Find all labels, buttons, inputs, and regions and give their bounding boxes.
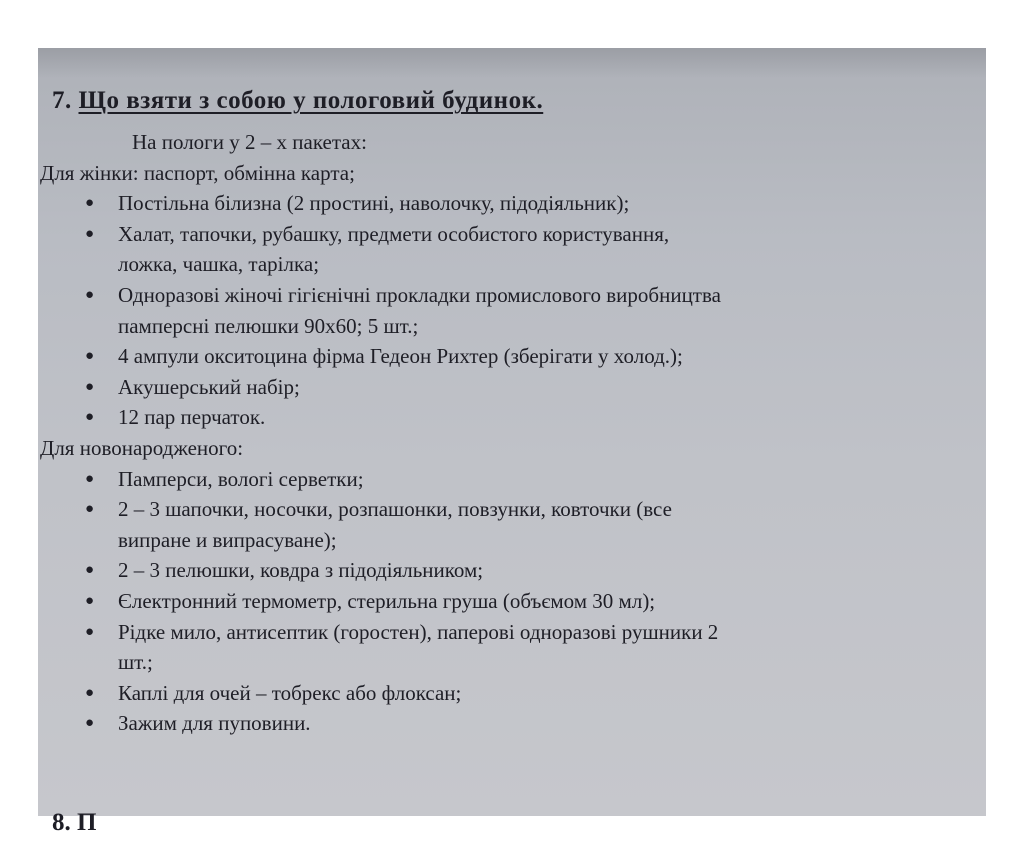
section-title: Що взяти з собою у пологовий будинок. [78, 87, 544, 114]
woman-items-list [38, 188, 986, 433]
list-item-text: 2 – 3 пелюшки, ковдра з підодіяльником; [118, 558, 484, 583]
list-item-text: Памперси, вологі серветки; [118, 466, 364, 491]
list-item-text: Каплі для очей – тобрекс або флоксан; [118, 680, 462, 705]
list-item [38, 372, 986, 403]
list-item [38, 188, 986, 219]
bullet-icon: ● [85, 225, 95, 242]
bullet-icon: ● [85, 592, 95, 609]
document-body [38, 127, 986, 739]
list-item-text: Халат, тапочки, рубашку, предмети особистого користування, ложка, чашка, тарілка; [118, 221, 670, 277]
list-item [38, 708, 986, 739]
document-page [38, 48, 986, 836]
list-item [38, 464, 986, 495]
list-item-text: 2 – 3 шапочки, носочки, розпашонки, повзунки, ковточки (все випране и випрасуване); [118, 497, 672, 552]
list-item [38, 341, 986, 372]
newborn-items-list [38, 464, 986, 739]
list-item-text: Акушерський набір; [118, 374, 300, 399]
list-item [38, 280, 986, 341]
paper-shadow [38, 48, 986, 78]
bullet-icon: ● [85, 378, 95, 395]
list-item-text: Єлектронний термометр, стерильна груша (объємом 30 мл); [118, 588, 656, 613]
list-item [38, 219, 986, 280]
next-section-fragment: 8. П [52, 809, 97, 836]
list-item-text: 12 пар перчаток. [118, 405, 266, 430]
list-item [38, 494, 986, 555]
bullet-icon: ● [85, 470, 95, 487]
list-item [38, 586, 986, 617]
list-item-text: Одноразові жіночі гігієнічні прокладки промислового виробництва памперсні пелюшки 90х60; 5 шт.; [118, 282, 721, 338]
packing-intro: На пологи у 2 – х пакетах: [132, 130, 367, 154]
bullet-icon: ● [85, 286, 95, 303]
list-item [38, 402, 986, 433]
bullet-icon: ● [85, 684, 95, 701]
bullet-icon: ● [85, 501, 95, 518]
bullet-icon: ● [85, 562, 95, 579]
bullet-icon: ● [85, 195, 95, 212]
list-item [38, 617, 986, 678]
section-number: 7. [52, 87, 79, 114]
newborn-group-label: Для новонародженого: [40, 435, 244, 460]
bullet-icon: ● [85, 409, 95, 426]
list-item-text: Постільна білизна (2 простині, наволочку, підодіяльник); [118, 191, 630, 216]
section-heading [52, 85, 543, 117]
bullet-icon: ● [85, 348, 95, 365]
list-item [38, 555, 986, 586]
bullet-icon: ● [85, 715, 95, 732]
list-item-text: Зажим для пуповини. [118, 711, 311, 736]
list-item [38, 678, 986, 709]
list-item-text: 4 ампули окситоцина фірма Гедеон Рихтер (зберігати у холод.); [118, 344, 683, 369]
bullet-icon: ● [85, 623, 95, 640]
list-item-text: Рідке мило, антисептик (горостен), паперові одноразові рушники 2 шт.; [118, 619, 719, 675]
woman-group-label: Для жінки: паспорт, обмінна карта; [40, 160, 355, 185]
